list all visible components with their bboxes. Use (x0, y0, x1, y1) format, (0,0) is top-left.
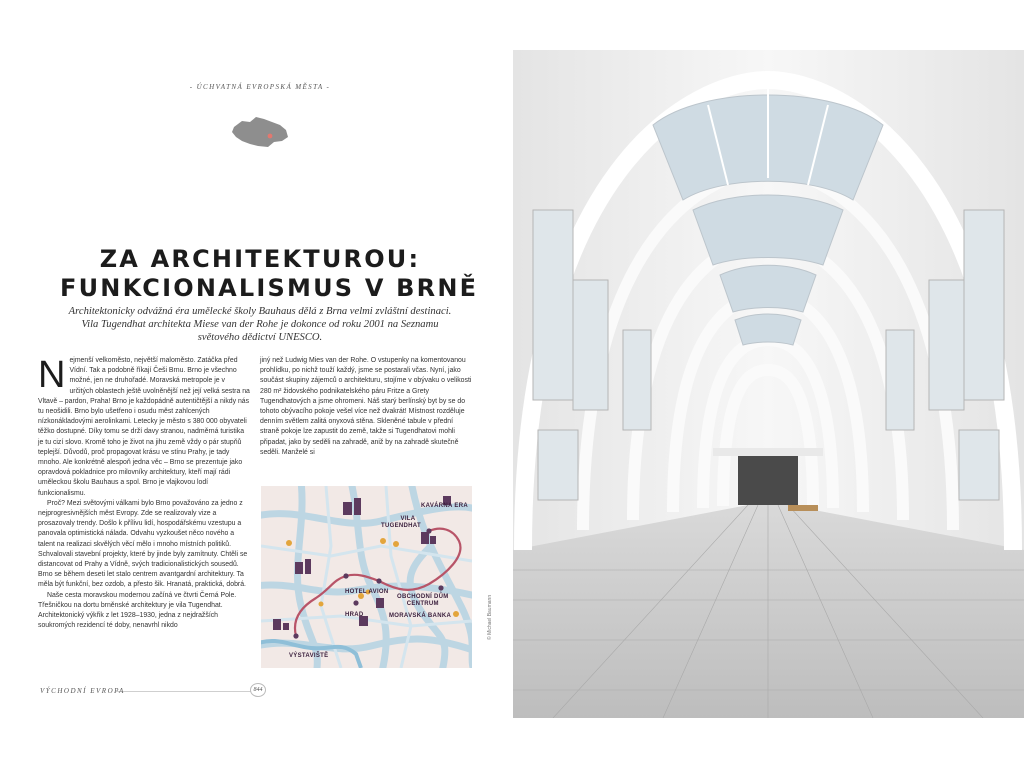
label-vila-tugendhat (381, 516, 421, 530)
paragraph-right: jiný než Ludwig Mies van der Rohe. O vstupenky na komentovanou prohlídku, po nichž touží každý, jsme se postarali včas. Nyní, jako součást skupiny zájemců o architekturu, stojíme v obývaku o velikosti 280 m² židovského podnikatelského páru Fritze a Grety Tugendhatových a jsme ohromeni. Náš starý berlínský byt by se do tohoto obývacího pokoje vešel více než dvakrát! Místnost rozděluje denním světlem zalitá onyxová stěna. Skleněné tabule v přední straně pokoje lze zapustit do země, takže si Tugendhatovi mohli připadat, jako by seděli na zahradě, aniž by na zahradě skutečně seděli. Manželé si (260, 357, 472, 456)
article-title (60, 245, 479, 303)
exhibition-hall-image (513, 50, 1024, 718)
page-number: 844 (250, 683, 266, 697)
body-column-right (260, 356, 472, 458)
section-kicker: - ÚCHVATNÁ EVROPSKÁ MĚSTA - (189, 83, 331, 91)
drop-cap: N (38, 354, 66, 396)
label-hrad: HRAD (345, 612, 364, 618)
title-line-1: ZA ARCHITEKTUROU: (99, 245, 421, 273)
czech-map-icon (228, 113, 292, 151)
photo-credit: © Michael Baumann (487, 594, 493, 640)
label-obchodni-dum (397, 594, 449, 608)
hall-photo (513, 50, 1024, 718)
lead-paragraph: Architektonicky odvážná éra umělecké školy Bauhaus dělá z Brna velmi zvláštní destinaci. Vila Tugendhat architekta Miese van der Rohe je dokonce od roku 2001 na Seznamu světového dědictví UNESCO. (68, 306, 452, 343)
brno-map (261, 486, 472, 668)
paragraph-3: Naše cesta moravskou modernou začíná ve čtvrti Černá Pole. Třešničkou na dortu brněnské architektury je vila Tugendhat. Architektonický výkřik z let 1928–1930, jedna z nejdražších soukromých rezidencí té doby, nenavrhl nikdo (38, 591, 237, 630)
label-vystaviste: VÝSTAVIŠTĚ (289, 653, 329, 659)
paragraph-2: Proč? Mezi světovými válkami bylo Brno považováno za jedno z nejprogresivnějších měst Evropy. Zde se realizovaly vize a prosazovaly trendy. Došlo k přílivu lidí, hospodářskému vzestupu a panovala optimistická nálada. Odvahu vyzkoušet něco nového a talent na realizaci skvělých věcí mělo i mnoho místních politiků. Schvalovali stavební projekty, které by jinde byly zamítnuty. Chtěli se distancovat od Prahy a Vídně, svých tradicionalistických sousedů. Brno se během deseti let stalo centrem avantgardní architektury. Ta měla být funkční, bez ozdob, a přesto šik. Hranatá, praktická, dobrá. (38, 499, 248, 589)
footer-section-name: VÝCHODNÍ EVROPA (40, 687, 125, 695)
map-graphic (261, 486, 472, 668)
label-vila-line1: VILA (400, 516, 416, 522)
paragraph-1 (38, 356, 250, 499)
label-vila-line2: TUGENDHAT (381, 523, 421, 529)
label-hotel-avion: HOTEL AVION (345, 589, 389, 595)
pallets (788, 505, 818, 511)
label-moravska-banka: MORAVSKÁ BANKA (389, 613, 452, 619)
body-column-left (38, 356, 250, 631)
label-obchodni-line2: CENTRUM (406, 601, 439, 607)
hall-doorway (738, 455, 798, 505)
paragraph-1-text: ejmenší velkoměsto, největší maloměsto. Zatáčka před Vídní. Tak a podobně říkají Češi Brnu. Brno je všechno možné, jen ne druhořadé. Moravská metropole je v určitých oblastech ještě uvolněnější než její velká sestra na Vltavě – pardon, Praha! Brno je každopádně autentičtější a nikdy nás tu neošidili. Brno bylo ušetřeno i osudu měst zahlcených nízkonákladovými aerolinkami. Letecky je město s 380 000 obyvateli těžko dostupné. Díky tomu se drží davy stranou, nadměrná turistika je tu cizí slovo. Kromě toho je život na jihu země vždy o pár stupňů teplejší. Důvodů, proč propagovat krásu ve stínu Prahy, je tady mnoho. Ale konkrétně alespoň jedna věc – Brno se prezentuje jako opravdová pokladnice pro milovníky architektury, kteří mají rádi uměleckou školu Bauhaus a spol. Brno je vlajkovou lodí funkcionalismu. (38, 357, 250, 497)
label-obchodni-line1: OBCHODNÍ DŮM (397, 594, 449, 600)
label-kavarna-era: KAVÁRNA ERA (421, 503, 468, 509)
title-line-2: FUNKCIONALISMUS V BRNĚ (60, 274, 479, 302)
footer-divider (115, 691, 265, 692)
